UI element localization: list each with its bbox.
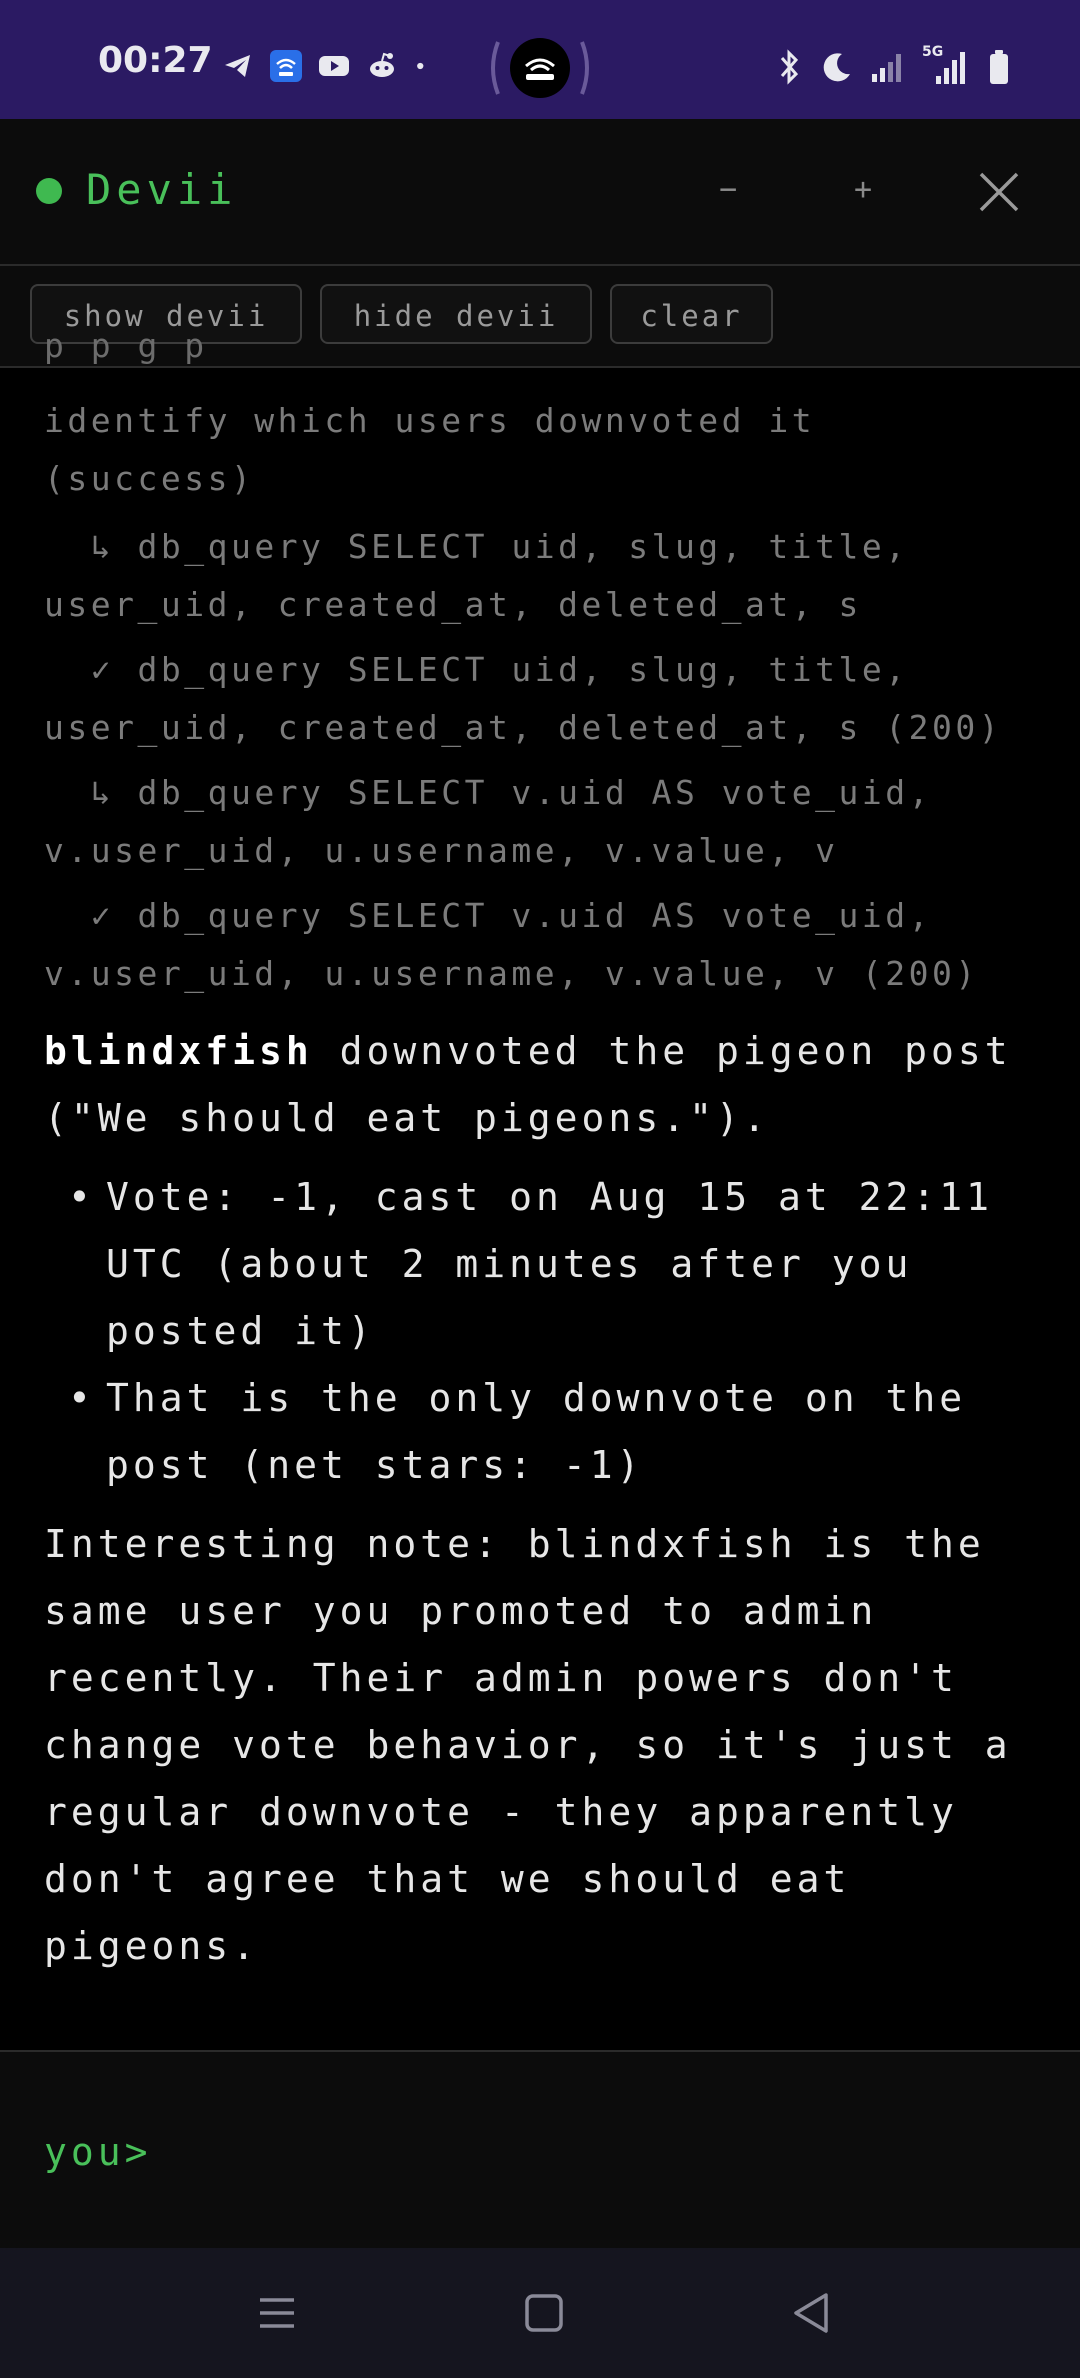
prompt-area [0,2050,1080,2248]
tool-log-entry [0,392,1080,508]
hide-devii-button[interactable]: hide devii [320,284,592,344]
list-item [68,1365,1080,1499]
transcript-scroll[interactable] [0,326,1080,2050]
menu-icon[interactable] [242,2278,312,2348]
log-line: ↳ db_query SELECT uid, slug, title, user_uid, created_at, deleted_at, s [44,527,909,624]
tool-log-entry [0,764,1080,880]
prompt-label: you> [44,2130,152,2174]
network-type-label: 5G [922,44,944,60]
wifi-calling-icon [270,50,302,82]
clipped-log-line: p p g p [44,326,208,365]
list-item-text: Vote: -1, cast on Aug 15 at 22:11 UTC (about 2 minutes after you posted it) [106,1175,993,1353]
5g-signal-icon [920,48,972,86]
show-devii-button[interactable]: show devii [30,284,302,344]
panel-title: Devii [86,165,238,214]
reply-username: blindxfish [44,1029,313,1073]
minimize-button[interactable]: − [718,172,738,207]
log-line: ✓ db_query SELECT uid, slug, title, user_uid, created_at, deleted_at, s (200) [44,650,1003,747]
close-icon[interactable] [978,171,1020,213]
reply-intro [0,1018,1080,1152]
moon-icon [820,50,854,84]
log-line: identify which users downvoted it (success) [44,401,816,498]
telegram-icon [222,50,254,82]
notification-icons [222,50,434,82]
bluetooth-icon [774,49,804,85]
bullet-marker: • [68,1175,95,1219]
reply-note: Interesting note: blindxfish is the same user you promoted to admin recently. Their admin powers don't change vote behavior, so it's just a regular downvote - they apparently don't agree that we should eat pigeons. [44,1522,1012,1968]
devii-panel-header [0,119,1080,266]
expand-button[interactable]: + [853,172,873,207]
assistant-reply [0,1018,1080,1980]
home-icon[interactable] [509,2278,579,2348]
clear-button[interactable]: clear [610,284,773,344]
status-bar [0,0,1080,119]
tool-log-entry [0,518,1080,634]
signal-icon [870,50,904,84]
system-icons [774,44,1010,86]
bullet-marker: • [68,1376,95,1420]
more-dot-icon [414,50,434,82]
list-item [68,1164,1080,1365]
reddit-icon [366,50,398,82]
log-line: ✓ db_query SELECT v.uid AS vote_uid, v.user_uid, u.username, v.value, v (200) [44,896,979,993]
system-nav-bar [0,2248,1080,2378]
prompt-input[interactable] [160,2122,1044,2184]
log-line: ↳ db_query SELECT v.uid AS vote_uid, v.user_uid, u.username, v.value, v [44,773,932,870]
tool-log-entry [0,887,1080,1003]
battery-icon [988,49,1010,85]
reply-intro-text: downvoted the pigeon post ("We should eat pigeons."). [44,1029,1012,1140]
reply-bullet-list [0,1164,1080,1499]
list-item-text: That is the only downvote on the post (net stars: -1) [106,1376,967,1487]
hotspot-indicator-icon [486,36,594,100]
tool-log-entry [0,641,1080,757]
5g-signal-group [920,44,972,86]
back-icon[interactable] [776,2278,846,2348]
status-dot [36,178,62,204]
youtube-icon [318,50,350,82]
status-time: 00:27 [98,40,213,81]
